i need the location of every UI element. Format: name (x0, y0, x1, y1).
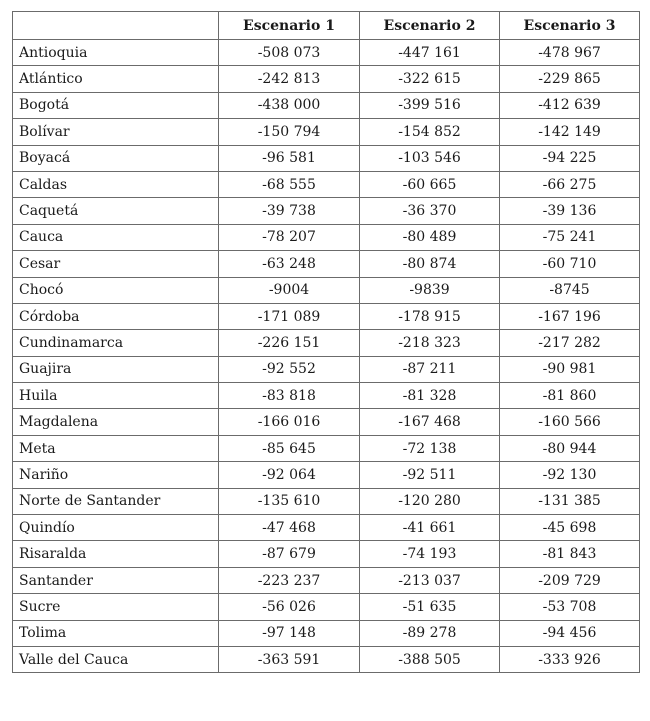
department-cell: Cundinamarca (13, 330, 219, 356)
table-row (13, 171, 640, 197)
table-row (13, 303, 640, 329)
value-cell-escenario-1: -92 064 (219, 462, 360, 488)
table-row (13, 594, 640, 620)
department-cell: Norte de Santander (13, 488, 219, 514)
value-cell-escenario-2: -447 161 (360, 40, 500, 66)
value-cell-escenario-3: -131 385 (500, 488, 640, 514)
value-cell-escenario-3: -53 708 (500, 594, 640, 620)
table-row (13, 541, 640, 567)
value-cell-escenario-3: -92 130 (500, 462, 640, 488)
value-cell-escenario-2: -89 278 (360, 620, 500, 646)
value-cell-escenario-1: -226 151 (219, 330, 360, 356)
table-row (13, 462, 640, 488)
table-row (13, 515, 640, 541)
department-cell: Valle del Cauca (13, 646, 219, 672)
table-header (13, 12, 640, 40)
table-row (13, 567, 640, 593)
value-cell-escenario-2: -120 280 (360, 488, 500, 514)
value-cell-escenario-3: -66 275 (500, 171, 640, 197)
value-cell-escenario-3: -217 282 (500, 330, 640, 356)
department-cell: Caquetá (13, 198, 219, 224)
department-cell: Tolima (13, 620, 219, 646)
table-row (13, 488, 640, 514)
value-cell-escenario-1: -87 679 (219, 541, 360, 567)
scenario-table (12, 11, 640, 673)
department-cell: Chocó (13, 277, 219, 303)
value-cell-escenario-3: -60 710 (500, 251, 640, 277)
department-cell: Nariño (13, 462, 219, 488)
value-cell-escenario-2: -80 489 (360, 224, 500, 250)
department-cell: Cesar (13, 251, 219, 277)
table-row (13, 356, 640, 382)
value-cell-escenario-3: -94 225 (500, 145, 640, 171)
header-cell-escenario-2: Escenario 2 (360, 12, 500, 40)
header-cell-department (13, 12, 219, 40)
value-cell-escenario-1: -363 591 (219, 646, 360, 672)
value-cell-escenario-2: -36 370 (360, 198, 500, 224)
value-cell-escenario-2: -178 915 (360, 303, 500, 329)
value-cell-escenario-3: -478 967 (500, 40, 640, 66)
header-cell-escenario-3: Escenario 3 (500, 12, 640, 40)
value-cell-escenario-1: -242 813 (219, 66, 360, 92)
value-cell-escenario-1: -150 794 (219, 119, 360, 145)
department-cell: Cauca (13, 224, 219, 250)
value-cell-escenario-2: -154 852 (360, 119, 500, 145)
table-row (13, 646, 640, 672)
department-cell: Santander (13, 567, 219, 593)
value-cell-escenario-3: -412 639 (500, 92, 640, 118)
value-cell-escenario-2: -103 546 (360, 145, 500, 171)
value-cell-escenario-2: -72 138 (360, 435, 500, 461)
table-row (13, 409, 640, 435)
header-cell-escenario-1: Escenario 1 (219, 12, 360, 40)
department-cell: Quindío (13, 515, 219, 541)
department-cell: Córdoba (13, 303, 219, 329)
value-cell-escenario-1: -56 026 (219, 594, 360, 620)
value-cell-escenario-2: -81 328 (360, 383, 500, 409)
table-row (13, 92, 640, 118)
value-cell-escenario-1: -63 248 (219, 251, 360, 277)
value-cell-escenario-3: -45 698 (500, 515, 640, 541)
department-cell: Caldas (13, 171, 219, 197)
value-cell-escenario-1: -92 552 (219, 356, 360, 382)
table-body (13, 40, 640, 673)
header-row (13, 12, 640, 40)
department-cell: Sucre (13, 594, 219, 620)
value-cell-escenario-2: -80 874 (360, 251, 500, 277)
table-row (13, 383, 640, 409)
value-cell-escenario-1: -78 207 (219, 224, 360, 250)
value-cell-escenario-3: -8745 (500, 277, 640, 303)
value-cell-escenario-1: -83 818 (219, 383, 360, 409)
department-cell: Atlántico (13, 66, 219, 92)
table-row (13, 251, 640, 277)
value-cell-escenario-3: -90 981 (500, 356, 640, 382)
value-cell-escenario-2: -218 323 (360, 330, 500, 356)
value-cell-escenario-2: -60 665 (360, 171, 500, 197)
department-cell: Magdalena (13, 409, 219, 435)
department-cell: Bogotá (13, 92, 219, 118)
value-cell-escenario-1: -171 089 (219, 303, 360, 329)
table-row (13, 435, 640, 461)
value-cell-escenario-3: -167 196 (500, 303, 640, 329)
value-cell-escenario-2: -213 037 (360, 567, 500, 593)
table-row (13, 620, 640, 646)
value-cell-escenario-1: -39 738 (219, 198, 360, 224)
value-cell-escenario-2: -399 516 (360, 92, 500, 118)
value-cell-escenario-3: -160 566 (500, 409, 640, 435)
value-cell-escenario-1: -68 555 (219, 171, 360, 197)
value-cell-escenario-1: -508 073 (219, 40, 360, 66)
department-cell: Boyacá (13, 145, 219, 171)
department-cell: Antioquia (13, 40, 219, 66)
value-cell-escenario-3: -80 944 (500, 435, 640, 461)
table-row (13, 224, 640, 250)
value-cell-escenario-3: -333 926 (500, 646, 640, 672)
value-cell-escenario-1: -166 016 (219, 409, 360, 435)
table-row (13, 330, 640, 356)
table-row (13, 198, 640, 224)
table-row (13, 40, 640, 66)
department-cell: Huila (13, 383, 219, 409)
value-cell-escenario-3: -81 860 (500, 383, 640, 409)
value-cell-escenario-2: -74 193 (360, 541, 500, 567)
value-cell-escenario-3: -94 456 (500, 620, 640, 646)
value-cell-escenario-1: -85 645 (219, 435, 360, 461)
table-row (13, 66, 640, 92)
value-cell-escenario-3: -229 865 (500, 66, 640, 92)
value-cell-escenario-1: -97 148 (219, 620, 360, 646)
value-cell-escenario-1: -438 000 (219, 92, 360, 118)
value-cell-escenario-2: -92 511 (360, 462, 500, 488)
value-cell-escenario-1: -135 610 (219, 488, 360, 514)
value-cell-escenario-2: -167 468 (360, 409, 500, 435)
value-cell-escenario-1: -47 468 (219, 515, 360, 541)
value-cell-escenario-3: -75 241 (500, 224, 640, 250)
value-cell-escenario-1: -96 581 (219, 145, 360, 171)
value-cell-escenario-1: -9004 (219, 277, 360, 303)
department-cell: Meta (13, 435, 219, 461)
value-cell-escenario-2: -322 615 (360, 66, 500, 92)
value-cell-escenario-2: -41 661 (360, 515, 500, 541)
value-cell-escenario-2: -9839 (360, 277, 500, 303)
value-cell-escenario-3: -81 843 (500, 541, 640, 567)
table-row (13, 277, 640, 303)
department-cell: Risaralda (13, 541, 219, 567)
value-cell-escenario-3: -142 149 (500, 119, 640, 145)
department-cell: Bolívar (13, 119, 219, 145)
table-row (13, 145, 640, 171)
table-row (13, 119, 640, 145)
department-cell: Guajira (13, 356, 219, 382)
value-cell-escenario-3: -209 729 (500, 567, 640, 593)
value-cell-escenario-2: -87 211 (360, 356, 500, 382)
value-cell-escenario-2: -51 635 (360, 594, 500, 620)
value-cell-escenario-2: -388 505 (360, 646, 500, 672)
value-cell-escenario-1: -223 237 (219, 567, 360, 593)
value-cell-escenario-3: -39 136 (500, 198, 640, 224)
